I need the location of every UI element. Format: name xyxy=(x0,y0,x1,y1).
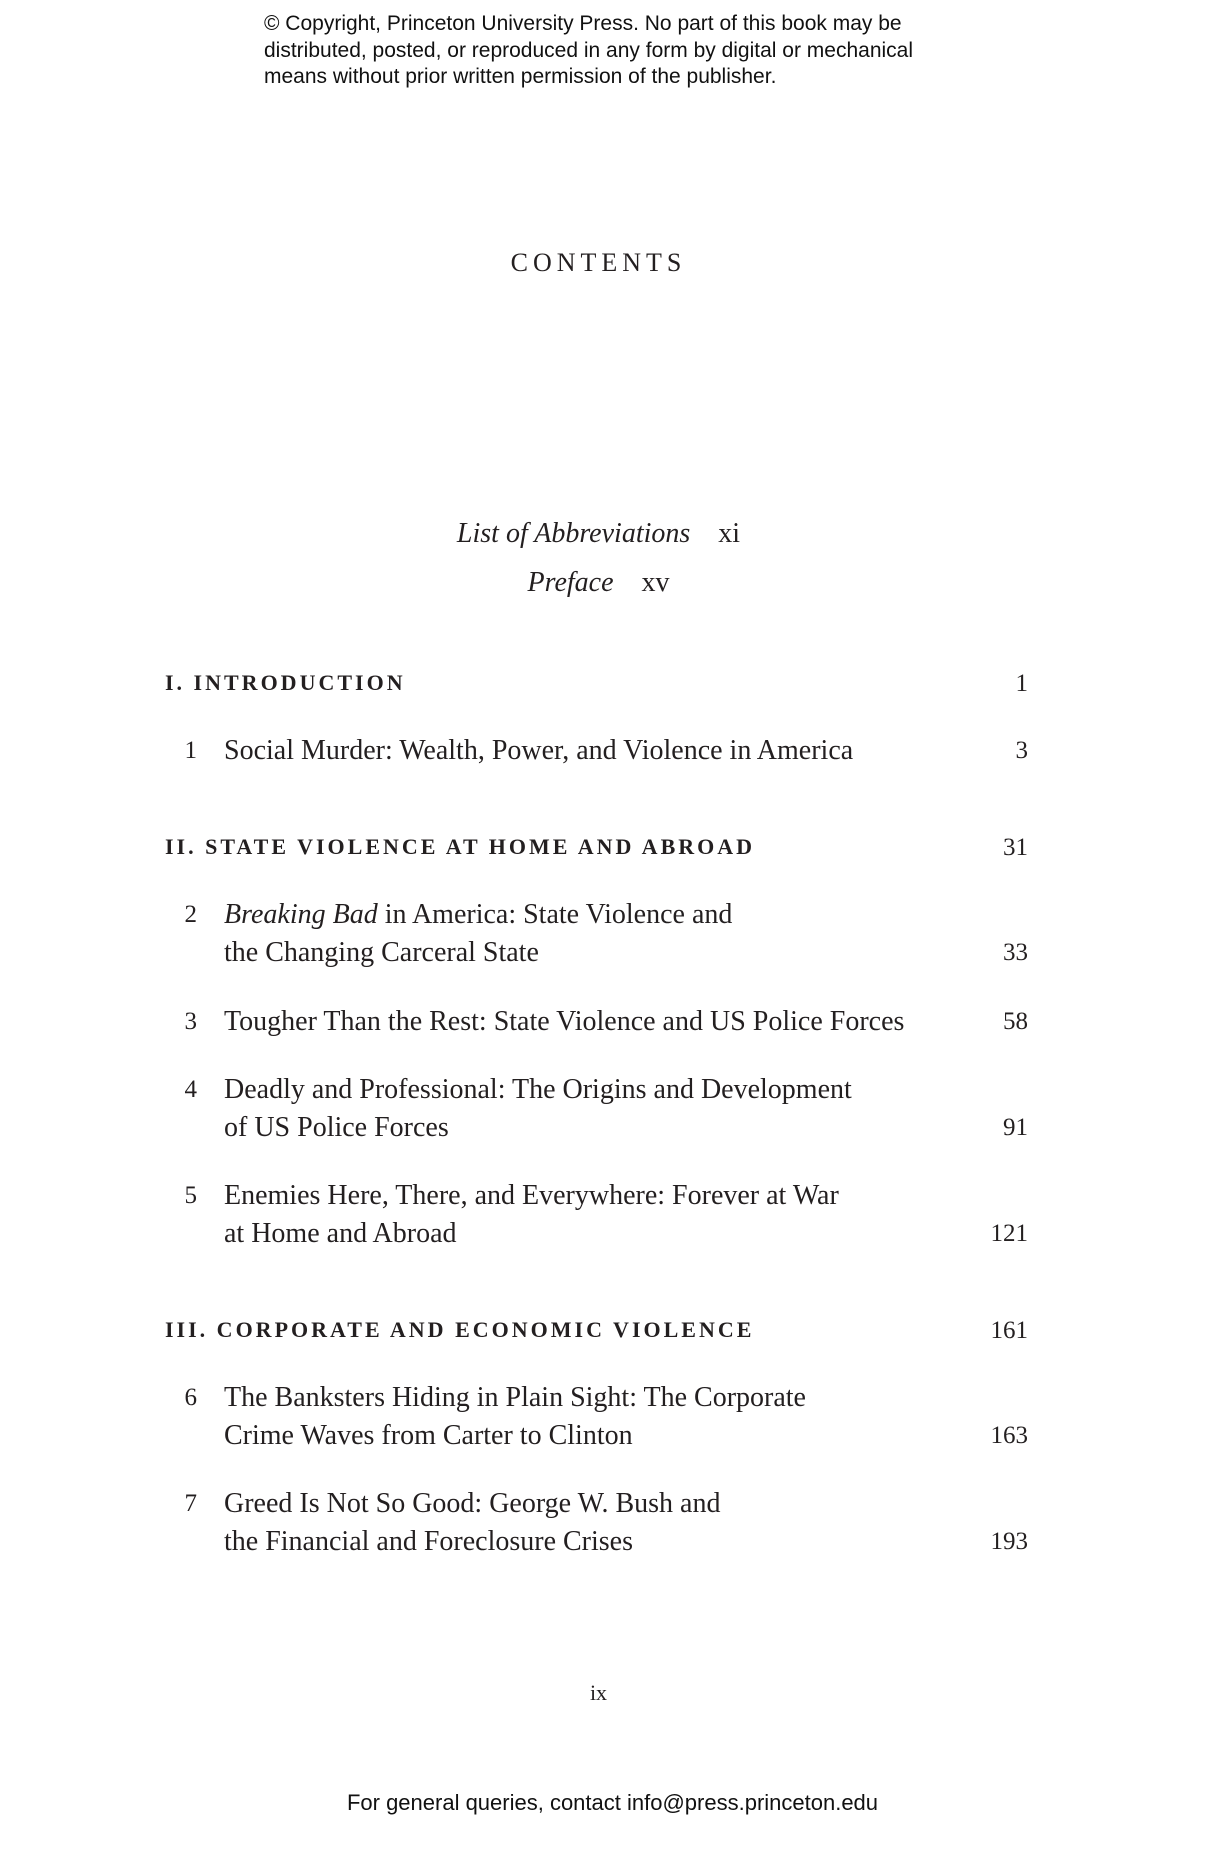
part-page: 1 xyxy=(1015,670,1028,697)
toc-part-introduction[interactable] xyxy=(165,670,1028,696)
chapter-title-line: the Financial and Foreclosure Crises xyxy=(224,1526,634,1557)
page-number: ix xyxy=(589,1680,608,1705)
toc-chapter-3[interactable] xyxy=(165,1003,1028,1041)
chapter-title-line: Tougher Than the Rest: State Violence and US Police Forces xyxy=(224,1006,905,1037)
chapter-page: 91 xyxy=(1003,1114,1028,1141)
chapter-title-italic: Breaking Bad xyxy=(224,899,378,930)
contents-heading: CONTENTS xyxy=(510,248,687,277)
front-matter-title: List of Abbreviations xyxy=(456,518,691,549)
chapter-title-line: in America: State Violence and xyxy=(377,899,733,930)
chapter-title xyxy=(224,1003,944,1041)
chapter-title xyxy=(224,1177,944,1253)
chapter-title xyxy=(224,1485,944,1561)
toc-part-corporate-violence[interactable] xyxy=(165,1317,1028,1343)
chapter-number: 4 xyxy=(184,1076,197,1103)
part-page: 31 xyxy=(1003,834,1028,861)
copyright-line: © Copyright, Princeton University Press. No part of this book may be xyxy=(264,12,902,35)
chapter-page: 163 xyxy=(990,1422,1028,1449)
part-label: I. INTRODUCTION xyxy=(165,670,406,695)
chapter-title-line: The Banksters Hiding in Plain Sight: The Corporate xyxy=(224,1382,806,1413)
chapter-number: 3 xyxy=(184,1008,197,1035)
chapter-number: 7 xyxy=(184,1490,197,1517)
chapter-number: 2 xyxy=(184,901,197,928)
chapter-title-line: of US Police Forces xyxy=(224,1112,449,1143)
chapter-title xyxy=(224,732,944,770)
chapter-page: 193 xyxy=(990,1528,1028,1555)
chapter-number: 1 xyxy=(184,737,197,764)
front-matter-page: xi xyxy=(718,518,741,549)
toc-chapter-5[interactable] xyxy=(165,1177,1028,1253)
part-label: III. CORPORATE AND ECONOMIC VIOLENCE xyxy=(165,1317,755,1342)
toc-front-matter-abbreviations[interactable] xyxy=(0,518,1197,550)
front-matter-page: xv xyxy=(641,567,670,598)
chapter-title-line: Deadly and Professional: The Origins and Development xyxy=(224,1074,852,1105)
chapter-page: 3 xyxy=(1015,737,1028,764)
toc-chapter-6[interactable] xyxy=(165,1379,1028,1455)
chapter-number: 5 xyxy=(184,1182,197,1209)
chapter-title-line: Enemies Here, There, and Everywhere: Forever at War xyxy=(224,1180,839,1211)
chapter-page: 58 xyxy=(1003,1008,1028,1035)
toc-part-state-violence[interactable] xyxy=(165,834,1028,860)
part-page: 161 xyxy=(990,1317,1028,1344)
footer-contact: For general queries, contact info@press.princeton.edu xyxy=(346,1790,879,1815)
chapter-title-line: Crime Waves from Carter to Clinton xyxy=(224,1420,633,1451)
copyright-notice xyxy=(264,11,984,91)
copyright-line: means without prior written permission of the publisher. xyxy=(264,65,777,88)
front-matter-title: Preface xyxy=(527,567,614,598)
chapter-page: 121 xyxy=(990,1220,1028,1247)
chapter-title-line: at Home and Abroad xyxy=(224,1218,457,1249)
chapter-page: 33 xyxy=(1003,939,1028,966)
part-label: II. STATE VIOLENCE AT HOME AND ABROAD xyxy=(165,834,756,859)
toc-chapter-7[interactable] xyxy=(165,1485,1028,1561)
toc-chapter-1[interactable] xyxy=(165,732,1028,770)
toc-chapter-4[interactable] xyxy=(165,1071,1028,1147)
toc-chapter-2[interactable] xyxy=(165,896,1028,972)
chapter-number: 6 xyxy=(184,1384,197,1411)
toc-front-matter-preface[interactable] xyxy=(0,567,1197,599)
chapter-title xyxy=(224,1379,944,1455)
copyright-line: distributed, posted, or reproduced in any form by digital or mechanical xyxy=(264,38,914,62)
chapter-title-line: Greed Is Not So Good: George W. Bush and xyxy=(224,1488,721,1519)
chapter-title xyxy=(224,896,944,972)
chapter-title-line: the Changing Carceral State xyxy=(224,937,539,968)
chapter-title xyxy=(224,1071,944,1147)
chapter-title-line: Social Murder: Wealth, Power, and Violence in America xyxy=(224,735,854,766)
